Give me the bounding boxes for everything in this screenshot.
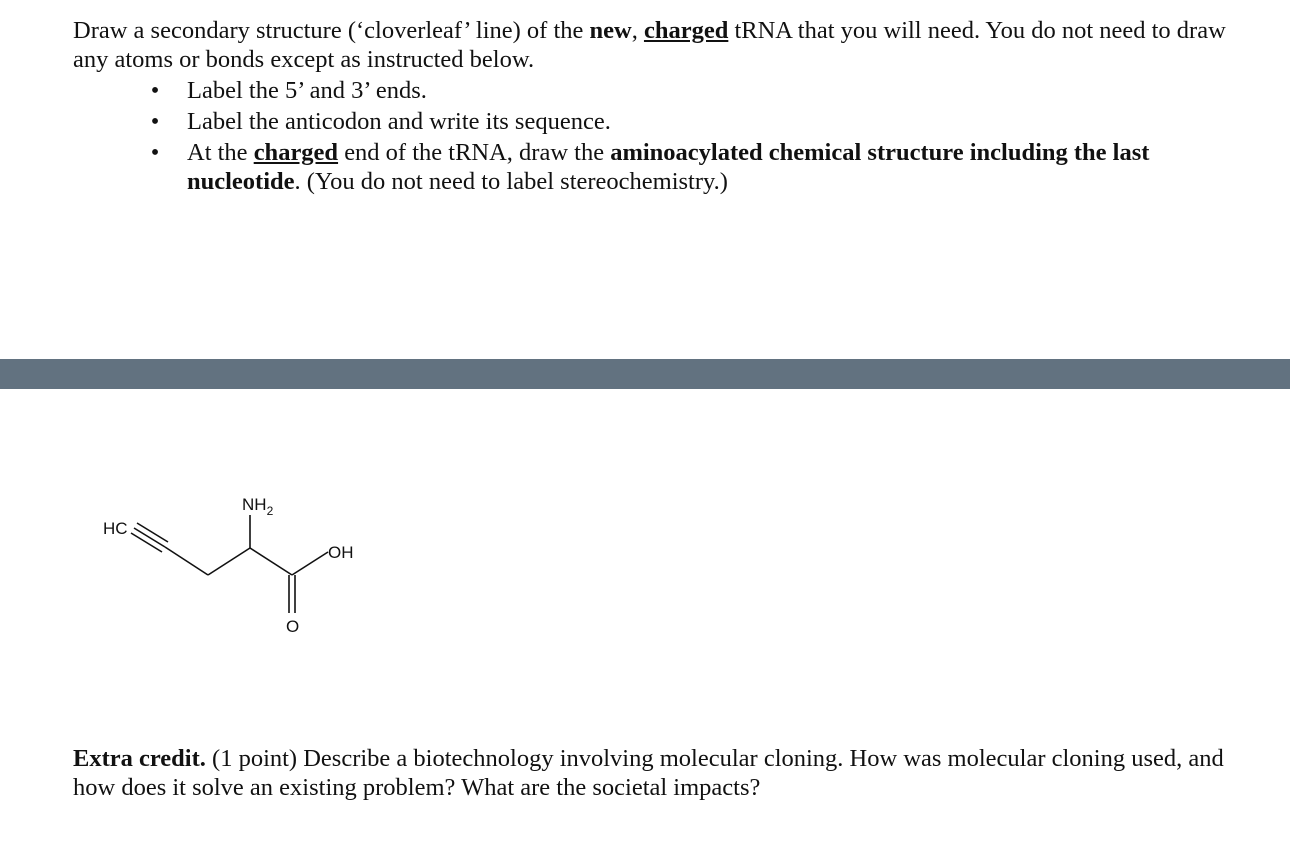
o-label: O: [286, 617, 300, 636]
amino-acid-structure: [90, 480, 390, 650]
nh2-label: $NH_2$: [242, 495, 274, 518]
intro-text-1: Draw a secondary structure (‘cloverleaf’ line) of the: [73, 17, 590, 44]
bullet-text-1: At the: [187, 139, 254, 166]
oh-label: OH: [328, 543, 354, 562]
bullet-icon: •: [150, 108, 160, 135]
bullet-text-3: . (You do not need to label stereochemistry.): [294, 168, 728, 195]
intro-bold-charged: charged: [643, 17, 729, 44]
intro-bold-new: new: [589, 17, 632, 44]
triple-bond: [131, 523, 168, 552]
extra-credit-text: (1 point) Describe a biotechnology involving molecular cloning. How was molecular cloning used, and how does it solve an existing problem? What are the societal impacts?: [73, 745, 1224, 801]
bullet-icon: •: [150, 77, 160, 104]
bullet-text: Label the 5’ and 3’ ends.: [187, 77, 427, 104]
section-divider: [0, 359, 1290, 389]
hc-label: HC: [103, 519, 128, 538]
bullet-text: Label the anticodon and write its sequence.: [187, 108, 611, 135]
intro-comma: ,: [631, 17, 644, 44]
question-instructions: [73, 16, 1233, 74]
bullet-bold-structure: aminoacylated chemical structure including the last nucleotide: [187, 139, 1150, 195]
list-item: [0, 76, 1250, 105]
extra-credit-heading: Extra credit.: [73, 745, 206, 772]
bullet-icon: •: [150, 139, 160, 166]
list-item: [0, 107, 1250, 136]
instruction-list: [0, 76, 1250, 198]
bullet-bold-charged: charged: [253, 139, 339, 166]
carbon-chain: [165, 515, 328, 613]
bullet-text-2: end of the tRNA, draw the: [338, 139, 611, 166]
list-item: [0, 138, 1250, 196]
extra-credit-question: [73, 744, 1233, 802]
intro-text-2: tRNA that you will need. You do not need to draw any atoms or bonds except as instructed below.: [73, 17, 1226, 73]
